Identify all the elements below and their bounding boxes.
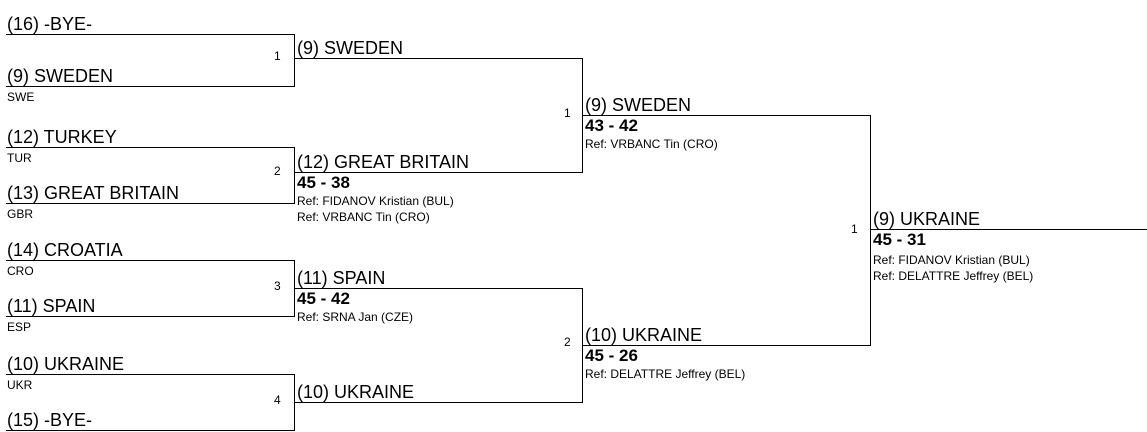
team-name: (10) UKRAINE — [297, 382, 415, 402]
bracket-connector — [294, 34, 295, 87]
referee-label: Ref: FIDANOV Kristian (BUL) — [873, 253, 1030, 267]
match-score: 43 - 42 — [585, 116, 638, 135]
match-number: 1 — [274, 49, 281, 63]
match-number: 3 — [274, 279, 281, 293]
bracket-line — [294, 402, 582, 403]
bracket-connector — [294, 147, 295, 204]
match-score: 45 - 38 — [297, 173, 350, 192]
entry-line — [6, 147, 294, 148]
referee-label: Ref: DELATTRE Jeffrey (BEL) — [873, 269, 1034, 283]
referee-label: Ref: DELATTRE Jeffrey (BEL) — [585, 367, 746, 381]
entry-line — [6, 34, 294, 35]
referee-label: Ref: FIDANOV Kristian (BUL) — [297, 194, 454, 208]
referee-label: Ref: VRBANC Tin (CRO) — [297, 210, 430, 224]
country-code: GBR — [7, 207, 34, 221]
entry-line — [6, 430, 294, 431]
bracket-line — [294, 58, 582, 59]
entry-line — [6, 316, 294, 317]
referee-label: Ref: VRBANC Tin (CRO) — [585, 137, 718, 151]
match-number: 1 — [851, 222, 858, 236]
team-name: (13) GREAT BRITAIN — [7, 183, 180, 203]
team-name: (15) -BYE- — [7, 410, 93, 430]
team-name: (9) SWEDEN — [585, 95, 692, 115]
team-name: (16) -BYE- — [7, 14, 93, 34]
match-score: 45 - 31 — [873, 230, 926, 249]
match-score: 45 - 42 — [297, 289, 350, 308]
team-name: (11) SPAIN — [7, 296, 96, 316]
match-number: 2 — [274, 164, 281, 178]
entry-line — [6, 260, 294, 261]
team-name: (10) UKRAINE — [585, 325, 703, 345]
country-code: SWE — [7, 90, 35, 104]
match-number: 2 — [564, 335, 571, 349]
country-code: UKR — [7, 378, 33, 392]
entry-line — [6, 374, 294, 375]
winner-name: (9) UKRAINE — [873, 209, 981, 229]
team-name: (12) TURKEY — [7, 127, 117, 147]
country-code: CRO — [7, 264, 34, 278]
team-name: (12) GREAT BRITAIN — [297, 152, 470, 172]
country-code: ESP — [7, 320, 32, 334]
match-score: 45 - 26 — [585, 346, 638, 365]
entry-line — [6, 203, 294, 204]
match-number: 1 — [564, 106, 571, 120]
team-name: (11) SPAIN — [297, 268, 386, 288]
team-name: (14) CROATIA — [7, 240, 123, 260]
team-name: (10) UKRAINE — [7, 354, 125, 374]
entry-line — [6, 86, 294, 87]
referee-label: Ref: SRNA Jan (CZE) — [297, 310, 414, 324]
team-name: (9) SWEDEN — [297, 38, 404, 58]
team-name: (9) SWEDEN — [7, 66, 114, 86]
bracket-connector — [870, 115, 871, 346]
country-code: TUR — [7, 151, 32, 165]
match-number: 4 — [274, 393, 281, 407]
